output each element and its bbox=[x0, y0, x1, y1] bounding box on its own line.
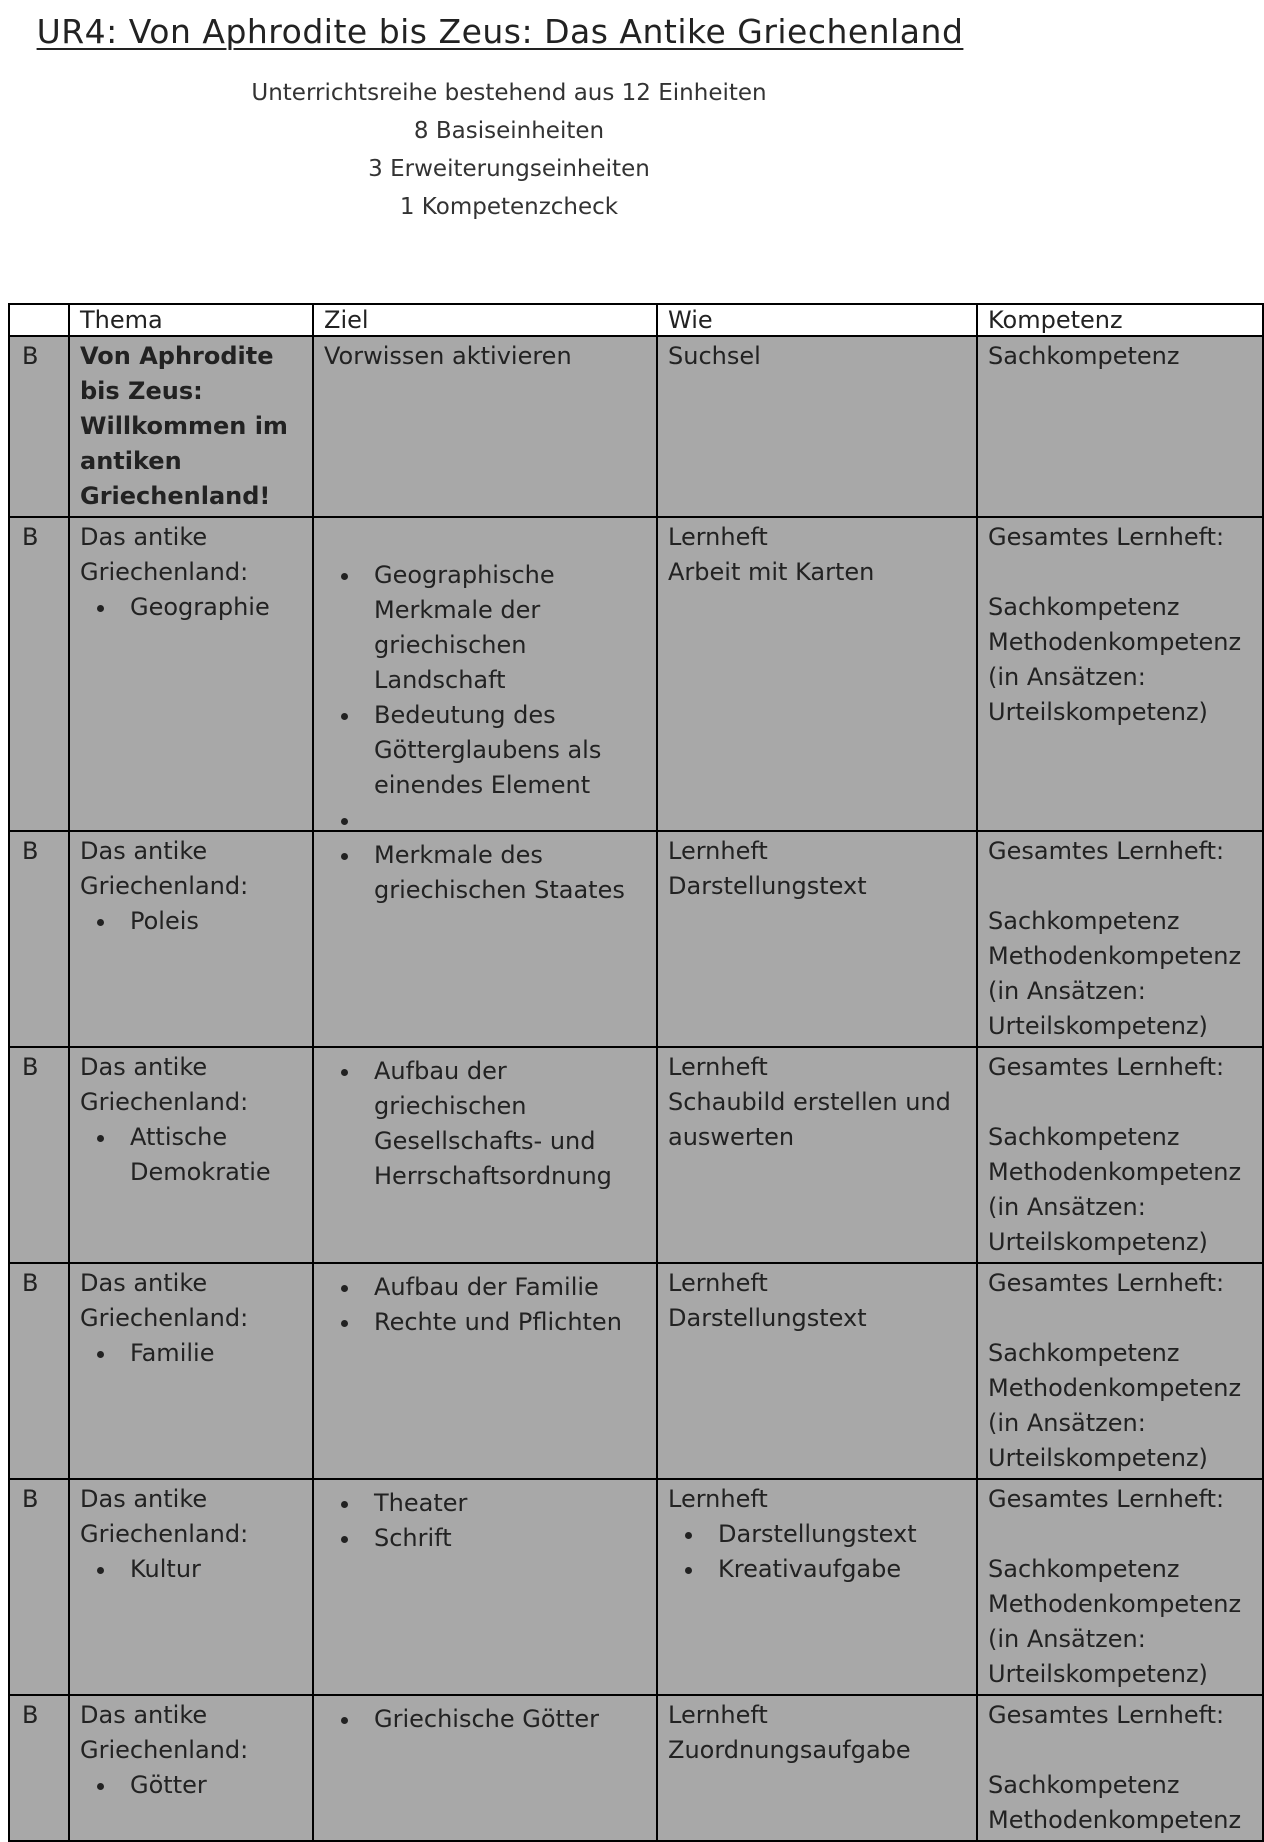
thema-text: Das antike Griechenland: bbox=[80, 523, 249, 586]
list-item: • Familie bbox=[118, 1336, 302, 1371]
thema-text: Das antike Griechenland: bbox=[80, 837, 249, 900]
ziel-list bbox=[324, 558, 646, 827]
wie-text: Lernheft bbox=[668, 837, 768, 865]
summary-line: 1 Kompetenzcheck bbox=[399, 194, 619, 220]
spacer bbox=[988, 1085, 1252, 1120]
ziel-cell bbox=[313, 517, 657, 831]
thema-list bbox=[80, 1120, 302, 1190]
list-item-empty bbox=[362, 803, 646, 827]
ziel-cell bbox=[313, 831, 657, 1047]
header-ziel: Ziel bbox=[313, 304, 657, 336]
list-item: • Griechische Götter bbox=[362, 1702, 646, 1737]
summary-line: 3 Erweiterungseinheiten bbox=[368, 156, 650, 182]
kompetenz-line: Sachkompetenz bbox=[988, 1123, 1180, 1151]
unit-type-cell: B bbox=[9, 336, 69, 517]
unit-type-cell: B bbox=[9, 1047, 69, 1263]
wie-text: Lernheft bbox=[668, 1053, 768, 1081]
list-item: • Kultur bbox=[118, 1552, 302, 1587]
kompetenz-line: Sachkompetenz bbox=[988, 342, 1180, 370]
list-item: • Götter bbox=[118, 1768, 302, 1803]
list-item: • Poleis bbox=[118, 904, 302, 939]
thema-list bbox=[80, 904, 302, 939]
unit-type-cell: B bbox=[9, 517, 69, 831]
thema-text: Das antike Griechenland: bbox=[80, 1053, 249, 1116]
kompetenz-line: (in Ansätzen: bbox=[988, 1193, 1146, 1221]
document-title-text: UR4: Von Aphrodite bis Zeus: Das Antike Griechenland bbox=[36, 12, 964, 51]
list-item: • Geographische Merkmale der griechischen Landschaft bbox=[362, 558, 646, 698]
table-row bbox=[9, 831, 1263, 1047]
thema-cell bbox=[69, 517, 313, 831]
kompetenz-cell bbox=[977, 1479, 1263, 1695]
list-item: • Schrift bbox=[362, 1521, 646, 1556]
ziel-text: Vorwissen aktivieren bbox=[324, 342, 572, 370]
summary-line: Unterrichtsreihe bestehend aus 12 Einheiten bbox=[251, 80, 767, 106]
wie-text: Zuordnungsaufgabe bbox=[668, 1736, 911, 1764]
wie-text: Lernheft bbox=[668, 1485, 768, 1513]
thema-cell bbox=[69, 336, 313, 517]
kompetenz-cell bbox=[977, 1263, 1263, 1479]
kompetenz-line: Sachkompetenz bbox=[988, 1339, 1180, 1367]
thema-cell bbox=[69, 1479, 313, 1695]
kompetenz-cell bbox=[977, 517, 1263, 831]
kompetenz-head: Gesamtes Lernheft: bbox=[988, 837, 1225, 865]
kompetenz-cell bbox=[977, 1047, 1263, 1263]
kompetenz-line: Urteilskompetenz) bbox=[988, 1012, 1208, 1040]
list-item: • Kreativaufgabe bbox=[706, 1552, 966, 1587]
ziel-cell bbox=[313, 1047, 657, 1263]
kompetenz-line: Methodenkompetenz bbox=[988, 1374, 1242, 1402]
table-row bbox=[9, 1695, 1263, 1841]
list-item: • Aufbau der Familie bbox=[362, 1270, 646, 1305]
ziel-list bbox=[324, 1486, 646, 1556]
table-row bbox=[9, 1479, 1263, 1695]
wie-cell bbox=[657, 1695, 977, 1841]
wie-cell bbox=[657, 1047, 977, 1263]
thema-list bbox=[80, 1768, 302, 1803]
kompetenz-line: Sachkompetenz bbox=[988, 593, 1180, 621]
wie-text: Arbeit mit Karten bbox=[668, 558, 875, 586]
spacer bbox=[988, 555, 1252, 590]
ziel-cell bbox=[313, 1479, 657, 1695]
kompetenz-line: Urteilskompetenz) bbox=[988, 1444, 1208, 1472]
unit-type-cell: B bbox=[9, 1479, 69, 1695]
spacer bbox=[988, 869, 1252, 904]
thema-text: Das antike Griechenland: bbox=[80, 1485, 249, 1548]
ziel-cell bbox=[313, 1263, 657, 1479]
table-row bbox=[9, 336, 1263, 517]
kompetenz-line: Sachkompetenz bbox=[988, 1555, 1180, 1583]
kompetenz-line: Sachkompetenz bbox=[988, 907, 1180, 935]
spacer bbox=[988, 1301, 1252, 1336]
wie-cell bbox=[657, 336, 977, 517]
table-row bbox=[9, 517, 1263, 831]
kompetenz-head: Gesamtes Lernheft: bbox=[988, 523, 1225, 551]
kompetenz-line: Urteilskompetenz) bbox=[988, 698, 1208, 726]
ziel-list bbox=[324, 838, 646, 908]
unit-type-cell: B bbox=[9, 1263, 69, 1479]
list-item: • Merkmale des griechischen Staates bbox=[362, 838, 646, 908]
kompetenz-line: Urteilskompetenz) bbox=[988, 1660, 1208, 1688]
wie-cell bbox=[657, 517, 977, 831]
wie-text: Darstellungstext bbox=[668, 872, 867, 900]
ziel-cell bbox=[313, 1695, 657, 1841]
ziel-cell bbox=[313, 336, 657, 517]
ziel-list bbox=[324, 1702, 646, 1737]
table-row bbox=[9, 1263, 1263, 1479]
kompetenz-line: (in Ansätzen: bbox=[988, 663, 1146, 691]
series-summary bbox=[0, 74, 1018, 226]
thema-cell bbox=[69, 1263, 313, 1479]
wie-list bbox=[668, 1517, 966, 1587]
list-item: • Geographie bbox=[118, 590, 302, 625]
ziel-list bbox=[324, 1270, 646, 1340]
thema-text: Von Aphrodite bis Zeus: Willkommen im antiken Griechenland! bbox=[80, 342, 288, 510]
list-item: • Rechte und Pflichten bbox=[362, 1305, 646, 1340]
kompetenz-line: (in Ansätzen: bbox=[988, 1409, 1146, 1437]
header-thema: Thema bbox=[69, 304, 313, 336]
wie-text: Lernheft bbox=[668, 1701, 768, 1729]
kompetenz-line: Methodenkompetenz bbox=[988, 1806, 1242, 1834]
spacer bbox=[988, 1733, 1252, 1768]
kompetenz-line: (in Ansätzen: bbox=[988, 977, 1146, 1005]
header-type bbox=[9, 304, 69, 336]
kompetenz-cell bbox=[977, 1695, 1263, 1841]
kompetenz-cell bbox=[977, 336, 1263, 517]
thema-cell bbox=[69, 831, 313, 1047]
kompetenz-line: Methodenkompetenz bbox=[988, 628, 1242, 656]
wie-text: Suchsel bbox=[668, 342, 761, 370]
thema-list bbox=[80, 590, 302, 625]
kompetenz-head: Gesamtes Lernheft: bbox=[988, 1485, 1225, 1513]
thema-cell bbox=[69, 1695, 313, 1841]
wie-cell bbox=[657, 1263, 977, 1479]
kompetenz-head: Gesamtes Lernheft: bbox=[988, 1701, 1225, 1729]
wie-text: Darstellungstext bbox=[668, 1304, 867, 1332]
header-wie: Wie bbox=[657, 304, 977, 336]
wie-text: Lernheft bbox=[668, 523, 768, 551]
table-header-row bbox=[9, 304, 1263, 336]
kompetenz-cell bbox=[977, 831, 1263, 1047]
thema-text: Das antike Griechenland: bbox=[80, 1701, 249, 1764]
unit-type-cell: B bbox=[9, 1695, 69, 1841]
kompetenz-line: Sachkompetenz bbox=[988, 1771, 1180, 1799]
wie-text: Schaubild erstellen und auswerten bbox=[668, 1088, 951, 1151]
kompetenz-line: Urteilskompetenz) bbox=[988, 1228, 1208, 1256]
ziel-list bbox=[324, 1054, 646, 1194]
list-item: • Theater bbox=[362, 1486, 646, 1521]
list-item: • Bedeutung des Götterglaubens als einendes Element bbox=[362, 698, 646, 803]
kompetenz-head: Gesamtes Lernheft: bbox=[988, 1269, 1225, 1297]
header-kompetenz: Kompetenz bbox=[977, 304, 1263, 336]
thema-list bbox=[80, 1552, 302, 1587]
unit-type-cell: B bbox=[9, 831, 69, 1047]
wie-cell bbox=[657, 1479, 977, 1695]
kompetenz-line: Methodenkompetenz bbox=[988, 1158, 1242, 1186]
list-item: • Attische Demokratie bbox=[118, 1120, 302, 1190]
kompetenz-line: Methodenkompetenz bbox=[988, 942, 1242, 970]
spacer bbox=[988, 1517, 1252, 1552]
thema-list bbox=[80, 1336, 302, 1371]
list-item: • Darstellungstext bbox=[706, 1517, 966, 1552]
summary-line: 8 Basiseinheiten bbox=[413, 118, 605, 144]
kompetenz-line: (in Ansätzen: bbox=[988, 1625, 1146, 1653]
kompetenz-head: Gesamtes Lernheft: bbox=[988, 1053, 1225, 1081]
wie-text: Lernheft bbox=[668, 1269, 768, 1297]
lesson-plan-table bbox=[8, 303, 1264, 1842]
thema-cell bbox=[69, 1047, 313, 1263]
wie-cell bbox=[657, 831, 977, 1047]
list-item: • Aufbau der griechischen Gesellschafts- und Herrschaftsordnung bbox=[362, 1054, 646, 1194]
thema-text: Das antike Griechenland: bbox=[80, 1269, 249, 1332]
document-title bbox=[0, 12, 1000, 51]
kompetenz-line: Methodenkompetenz bbox=[988, 1590, 1242, 1618]
table-row bbox=[9, 1047, 1263, 1263]
